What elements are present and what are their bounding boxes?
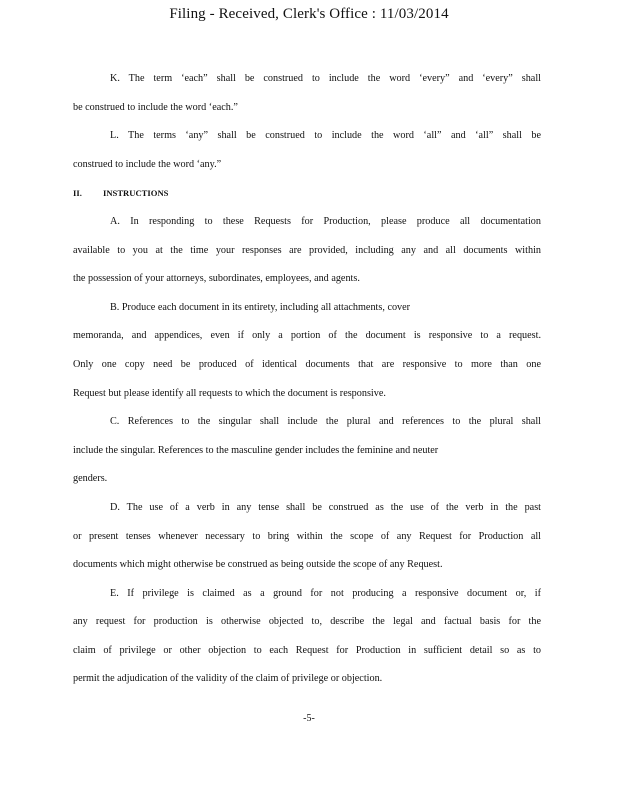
- text-line: C. References to the singular shall include the plural and references to the plural shall: [110, 416, 541, 428]
- text-line: L. The terms ‘any” shall be construed to include the word ‘all” and ‘all” shall be: [110, 130, 541, 142]
- text-line: documents which might otherwise be construed as being outside the scope of any Request.: [73, 559, 443, 571]
- text-line: include the singular. References to the masculine gender includes the feminine and neuter: [73, 444, 439, 456]
- text-line: D. The use of a verb in any tense shall be construed as the use of the verb in the past: [110, 501, 541, 513]
- text-line: Only one copy need be produced of identical documents that are responsive to more than one: [73, 358, 541, 370]
- section-heading: [73, 184, 541, 213]
- page-number: -5-: [303, 713, 315, 724]
- text-line: genders.: [73, 473, 108, 485]
- text-line: K. The term ‘each” shall be construed to include the word ‘every” and ‘every” shall: [110, 73, 541, 84]
- text-line: memoranda, and appendices, even if only a portion of the document is responsive to a request.: [73, 330, 541, 342]
- text-line: Request but please identify all requests to which the document is responsive.: [73, 387, 386, 399]
- text-line: the possession of your attorneys, subordinates, employees, and agents.: [73, 273, 360, 285]
- text-line: B. Produce each document in its entirety, including all attachments, cover: [110, 301, 411, 313]
- section-title: INSTRUCTIONS: [103, 188, 169, 199]
- text-line: permit the adjudication of the validity of the claim of privilege or objection.: [73, 673, 383, 685]
- filing-stamp-header: Filing - Received, Clerk's Office : 11/03/2014: [169, 6, 449, 22]
- text-line: any request for production is otherwise objected to, describe the legal and factual basis for the: [73, 616, 541, 628]
- section-number: II.: [73, 188, 82, 199]
- text-line: construed to include the word ‘any.”: [73, 158, 222, 170]
- text-line: claim of privilege or other objection to each Request for Production in sufficient detail so as to: [73, 644, 541, 656]
- text-line: be construed to include the word ‘each.”: [73, 101, 238, 113]
- text-line: or present tenses whenever necessary to bring within the scope of any Request for Production all: [73, 530, 541, 542]
- text-line: A. In responding to these Requests for Production, please produce all documentation: [110, 215, 541, 227]
- document-body: [73, 70, 541, 699]
- text-line: available to you at the time your responses are provided, including any and all documents within: [73, 244, 541, 256]
- text-line: E. If privilege is claimed as a ground for not producing a responsive document or, if: [110, 587, 541, 599]
